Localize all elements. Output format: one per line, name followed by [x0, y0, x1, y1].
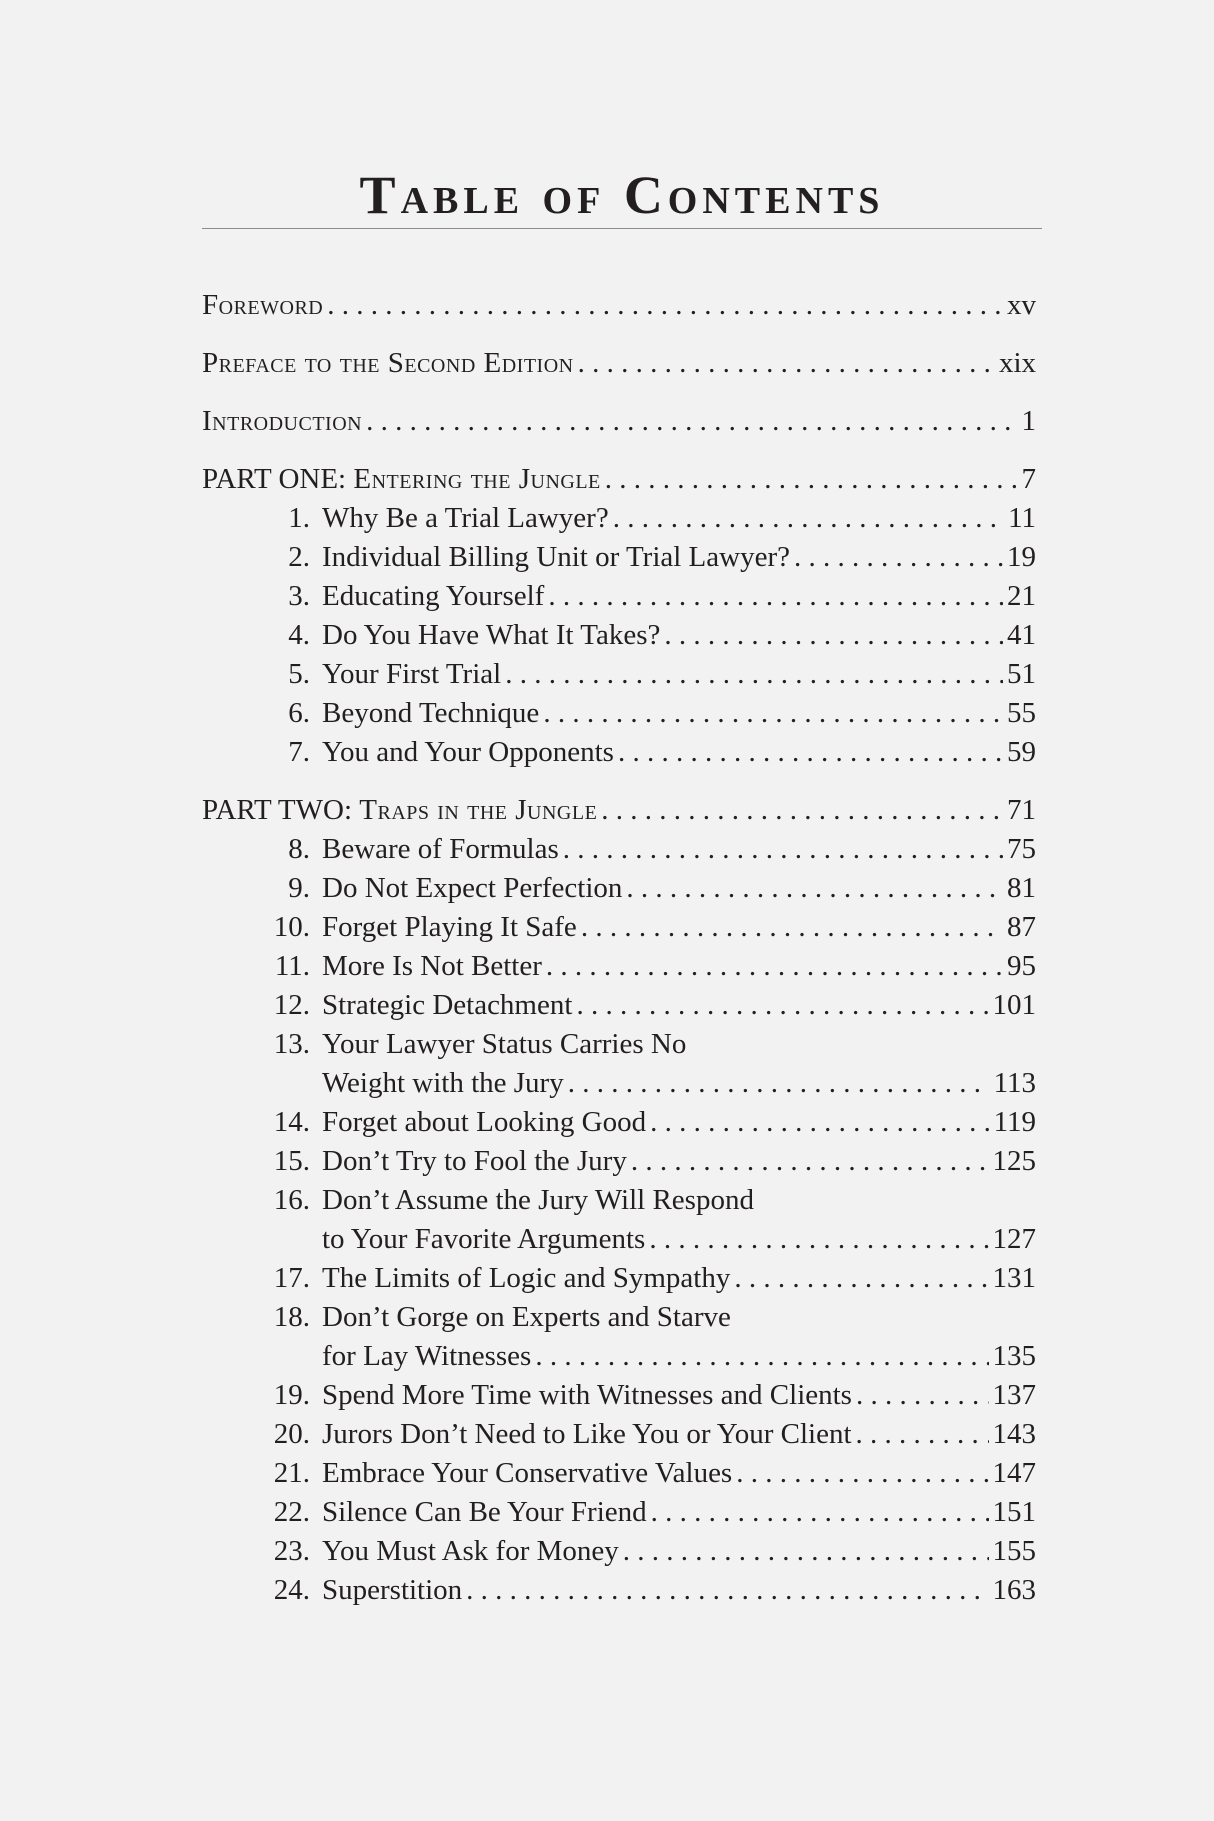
toc-chapter-entry[interactable]: [202, 616, 1036, 655]
toc-front-matter-entry[interactable]: [202, 402, 1036, 441]
page-number: 71: [1007, 794, 1036, 826]
dot-leader: [605, 460, 1018, 499]
chapter-title: Do Not Expect Perfection: [322, 872, 623, 904]
dot-leader: [568, 1064, 990, 1103]
chapter-number: 2.: [288, 541, 310, 573]
dot-leader: [734, 1259, 988, 1298]
chapter-title: Don’t Gorge on Experts and Starve: [322, 1301, 731, 1333]
table-of-contents: [202, 286, 1036, 1610]
toc-chapter-entry-continued[interactable]: [202, 1220, 1036, 1259]
chapter-number: 3.: [288, 580, 310, 612]
chapter-title: Strategic Detachment: [322, 989, 573, 1021]
chapter-number: 21.: [273, 1457, 310, 1489]
chapter-title: Beware of Formulas: [322, 833, 559, 865]
dot-leader: [650, 1103, 989, 1142]
dot-leader: [546, 947, 1003, 986]
page-number: 95: [1007, 950, 1036, 982]
page-number: 7: [1021, 463, 1036, 495]
page-number: 147: [992, 1457, 1036, 1489]
dot-leader: [535, 1337, 988, 1376]
toc-front-matter-entry[interactable]: [202, 286, 1036, 325]
dot-leader: [856, 1376, 989, 1415]
page-number: 59: [1007, 736, 1036, 768]
page-number: 51: [1007, 658, 1036, 690]
chapter-title: Superstition: [322, 1574, 463, 1606]
part-name: Entering the Jungle: [353, 463, 601, 495]
dot-leader: [466, 1571, 988, 1610]
chapter-number: 20.: [273, 1418, 310, 1450]
toc-chapter-entry[interactable]: [202, 908, 1036, 947]
dot-leader: [626, 869, 1003, 908]
toc-chapter-entry[interactable]: [202, 830, 1036, 869]
chapter-number: 5.: [288, 658, 310, 690]
chapter-title-continued: Weight with the Jury: [322, 1067, 564, 1099]
chapter-title: Forget Playing It Safe: [322, 911, 577, 943]
chapter-title: Do You Have What It Takes?: [322, 619, 661, 651]
chapter-title: Your First Trial: [322, 658, 502, 690]
dot-leader: [327, 286, 1003, 325]
dot-leader: [578, 344, 995, 383]
toc-chapter-entry[interactable]: [202, 499, 1036, 538]
chapter-title: Don’t Assume the Jury Will Respond: [322, 1184, 754, 1216]
chapter-title: You Must Ask for Money: [322, 1535, 619, 1567]
dot-leader: [613, 499, 1004, 538]
chapter-title: More Is Not Better: [322, 950, 542, 982]
page-number: 81: [1007, 872, 1036, 904]
dot-leader: [618, 733, 1003, 772]
toc-chapter-entry[interactable]: [202, 733, 1036, 772]
chapter-number: 22.: [273, 1496, 310, 1528]
chapter-number: 6.: [288, 697, 310, 729]
page-title: Table of Contents: [359, 165, 885, 225]
dot-leader: [736, 1454, 988, 1493]
toc-chapter-entry[interactable]: [202, 1259, 1036, 1298]
page-number: 131: [992, 1262, 1036, 1294]
chapter-title: Beyond Technique: [322, 697, 540, 729]
dot-leader: [794, 538, 1003, 577]
chapter-title: Educating Yourself: [322, 580, 545, 612]
page-number: 75: [1007, 833, 1036, 865]
dot-leader: [576, 986, 988, 1025]
toc-chapter-entry[interactable]: [202, 1571, 1036, 1610]
dot-leader: [563, 830, 1003, 869]
part-title: [202, 460, 601, 499]
chapter-title-continued: for Lay Witnesses: [322, 1340, 532, 1372]
toc-chapter-entry[interactable]: [202, 986, 1036, 1025]
part-name: Traps in the Jungle: [359, 794, 598, 826]
chapter-number: 17.: [273, 1262, 310, 1294]
part-title: [202, 791, 597, 830]
dot-leader: [623, 1532, 989, 1571]
toc-chapter-entry[interactable]: [202, 1376, 1036, 1415]
chapter-title: You and Your Opponents: [322, 736, 614, 768]
page-number: 135: [992, 1340, 1036, 1372]
dot-leader: [601, 791, 1003, 830]
title-rule: [202, 228, 1042, 229]
toc-chapter-entry[interactable]: [202, 869, 1036, 908]
chapter-number: 14.: [273, 1106, 310, 1138]
entry-title: Foreword: [202, 289, 324, 321]
chapter-title: Why Be a Trial Lawyer?: [322, 502, 609, 534]
dot-leader: [856, 1415, 989, 1454]
page-number: 151: [992, 1496, 1036, 1528]
chapter-number: 4.: [288, 619, 310, 651]
chapter-number: 12.: [273, 989, 310, 1021]
chapter-title-continued: to Your Favorite Arguments: [322, 1223, 646, 1255]
chapter-title: Don’t Try to Fool the Jury: [322, 1145, 627, 1177]
toc-chapter-entry[interactable]: [202, 947, 1036, 986]
toc-chapter-entry[interactable]: [202, 1025, 1036, 1064]
part-prefix: PART ONE:: [202, 463, 354, 495]
page-number: 113: [993, 1067, 1036, 1099]
chapter-title: Forget about Looking Good: [322, 1106, 647, 1138]
toc-part-heading[interactable]: [202, 791, 1036, 830]
chapter-number: 8.: [288, 833, 310, 865]
toc-chapter-entry[interactable]: [202, 1454, 1036, 1493]
chapter-title: The Limits of Logic and Sympathy: [322, 1262, 731, 1294]
chapter-number: 9.: [288, 872, 310, 904]
page-number: 125: [992, 1145, 1036, 1177]
page-number: 127: [992, 1223, 1036, 1255]
chapter-number: 18.: [273, 1301, 310, 1333]
part-prefix: PART TWO:: [202, 794, 360, 826]
chapter-number: 11.: [274, 950, 310, 982]
chapter-number: 13.: [273, 1028, 310, 1060]
toc-chapter-entry[interactable]: [202, 538, 1036, 577]
chapter-title: Silence Can Be Your Friend: [322, 1496, 647, 1528]
dot-leader: [366, 402, 1017, 441]
entry-title: Preface to the Second Edition: [202, 347, 574, 379]
page-number: 155: [992, 1535, 1036, 1567]
page-number: 119: [993, 1106, 1036, 1138]
toc-chapter-entry-continued[interactable]: [202, 1337, 1036, 1376]
toc-chapter-entry-continued[interactable]: [202, 1064, 1036, 1103]
page-number: 101: [992, 989, 1036, 1021]
toc-chapter-entry[interactable]: [202, 1142, 1036, 1181]
page-number: 19: [1007, 541, 1036, 573]
chapter-number: 7.: [288, 736, 310, 768]
toc-chapter-entry[interactable]: [202, 1532, 1036, 1571]
page-number: 41: [1007, 619, 1036, 651]
dot-leader: [651, 1493, 989, 1532]
dot-leader: [581, 908, 1003, 947]
chapter-title: Embrace Your Conservative Values: [322, 1457, 733, 1489]
dot-leader: [548, 577, 1003, 616]
page-number: 163: [992, 1574, 1036, 1606]
page-number: xv: [1007, 289, 1036, 321]
chapter-title: Your Lawyer Status Carries No: [322, 1028, 687, 1060]
chapter-title: Individual Billing Unit or Trial Lawyer?: [322, 541, 790, 573]
toc-chapter-entry[interactable]: [202, 1181, 1036, 1220]
toc-part-heading[interactable]: [202, 460, 1036, 499]
chapter-number: 1.: [288, 502, 310, 534]
toc-chapter-entry[interactable]: [202, 655, 1036, 694]
chapter-number: 10.: [273, 911, 310, 943]
toc-chapter-entry[interactable]: [202, 1103, 1036, 1142]
toc-front-matter-entry[interactable]: [202, 344, 1036, 383]
toc-chapter-entry[interactable]: [202, 1298, 1036, 1337]
toc-chapter-entry[interactable]: [202, 694, 1036, 733]
page-number: 137: [992, 1379, 1036, 1411]
page-number: 55: [1007, 697, 1036, 729]
toc-chapter-entry[interactable]: [202, 1493, 1036, 1532]
toc-chapter-entry[interactable]: [202, 577, 1036, 616]
chapter-number: 23.: [273, 1535, 310, 1567]
chapter-title: Jurors Don’t Need to Like You or Your Client: [322, 1418, 852, 1450]
chapter-number: 15.: [273, 1145, 310, 1177]
dot-leader: [649, 1220, 988, 1259]
page-number: 11: [1008, 502, 1036, 534]
chapter-number: 24.: [273, 1574, 310, 1606]
page-number: 143: [992, 1418, 1036, 1450]
page-number: 1: [1021, 405, 1036, 437]
dot-leader: [505, 655, 1003, 694]
entry-title: Introduction: [202, 405, 363, 437]
chapter-number: 19.: [273, 1379, 310, 1411]
dot-leader: [664, 616, 1003, 655]
page-number: xix: [998, 347, 1036, 379]
page-number: 21: [1007, 580, 1036, 612]
chapter-number: 16.: [273, 1184, 310, 1216]
chapter-title: Spend More Time with Witnesses and Clients: [322, 1379, 852, 1411]
toc-chapter-entry[interactable]: [202, 1415, 1036, 1454]
page-number: 87: [1007, 911, 1036, 943]
dot-leader: [543, 694, 1003, 733]
dot-leader: [631, 1142, 989, 1181]
